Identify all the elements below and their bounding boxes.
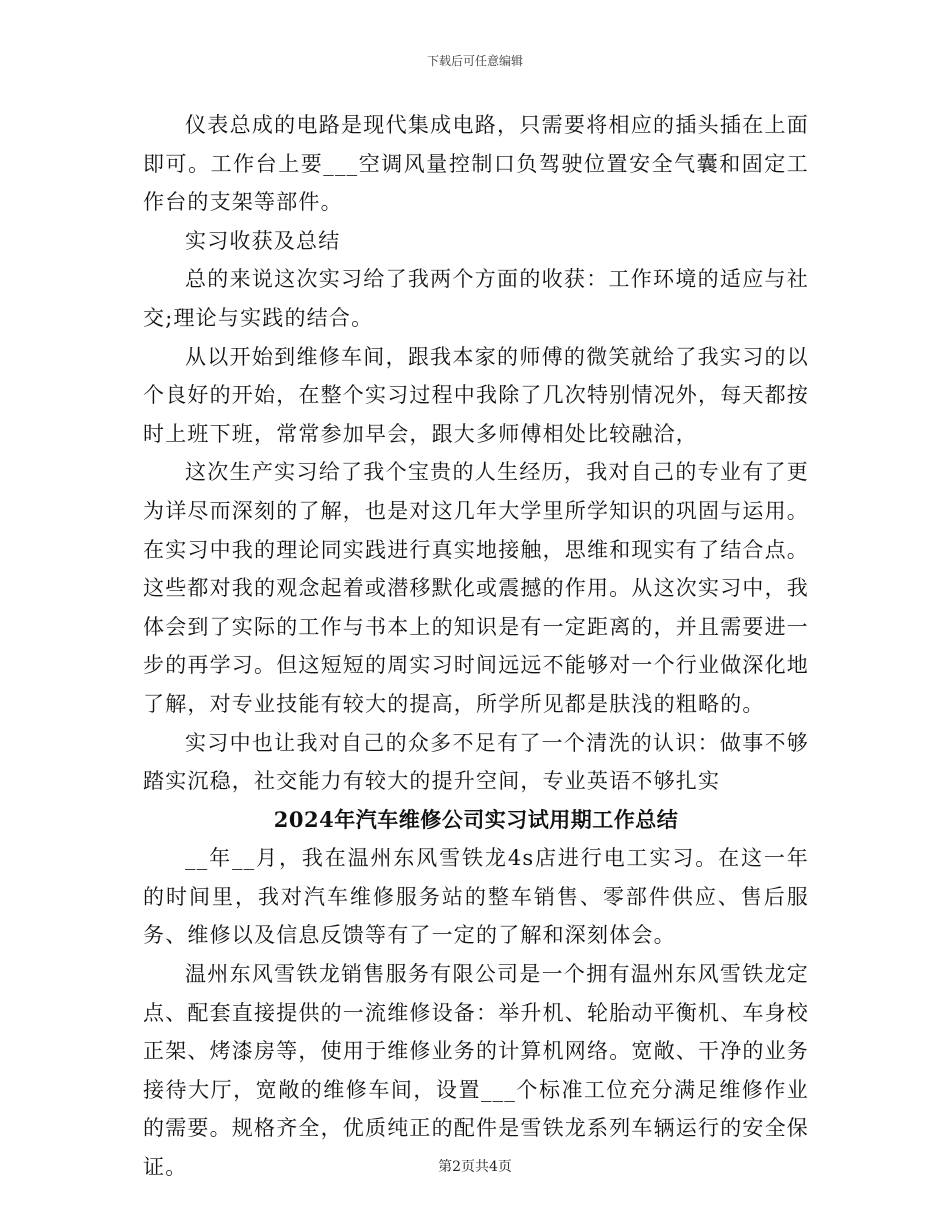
document-body [143, 106, 809, 1187]
paragraph-gains-summary: 总的来说这次实习给了我两个方面的收获：工作环境的适应与社交;理论与实践的结合。 [143, 267, 809, 330]
page-number: 第2页共4页 [438, 1159, 512, 1175]
paragraph-workshop-start: 从以开始到维修车间，跟我本家的师傅的微笑就给了我实习的以个良好的开始，在整个实习过程中我除了几次特别情况外，每天都按时上班下班，常常参加早会，跟大多师傅相处比较融洽， [143, 344, 809, 446]
header-note: 下载后可任意编辑 [426, 54, 523, 68]
paragraph-company-intro: 温州东风雪铁龙销售服务有限公司是一个拥有温州东风雪铁龙定点、配套直接提供的一流维修设备：举升机、轮胎动平衡机、车身校正架、烤漆房等，使用于维修业务的计算机网络。宽敞、干净的业务接待大厅，宽敞的维修车间，设置___个标准工位充分满足维修作业的需要。规格齐全，优质纯正的配件是雪铁龙系列车辆运行的安全保证。 [143, 962, 809, 1180]
document-title: 2024年汽车维修公司实习试用期工作总结 [273, 806, 679, 832]
paragraph-dashboard-circuit: 仪表总成的电路是现代集成电路，只需要将相应的插头插在上面即可。工作台上要___空调风量控制口负驾驶位置安全气囊和固定工作台的支架等部件。 [143, 113, 809, 215]
paragraph-internship-intro: __年__月，我在温州东风雪铁龙4s店进行电工实习。在这一年的时间里，我对汽车维修服务站的整车销售、零部件供应、售后服务、维修以及信息反馈等有了一定的了解和深刻体会。 [143, 846, 809, 948]
paragraph-shortcomings: 实习中也让我对自己的众多不足有了一个清洗的认识：做事不够踏实沉稳，社交能力有较大的提升空间，专业英语不够扎实 [143, 730, 809, 794]
paragraph-experience: 这次生产实习给了我个宝贵的人生经历，我对自己的专业有了更为详尽而深刻的了解，也是对这几年大学里所学知识的巩固与运用。在实习中我的理论同实践进行真实地接触，思维和现实有了结合点。这些都对我的观念起着或潜移默化或震撼的作用。从这次实习中，我体会到了实际的工作与书本上的知识是有一定距离的，并且需要进一步的再学习。但这短短的周实习时间远远不能够对一个行业做深化地了解，对专业技能有较大的提高，所学所见都是肤浅的粗略的。 [143, 460, 809, 716]
section-heading: 实习收获及总结 [185, 228, 341, 253]
